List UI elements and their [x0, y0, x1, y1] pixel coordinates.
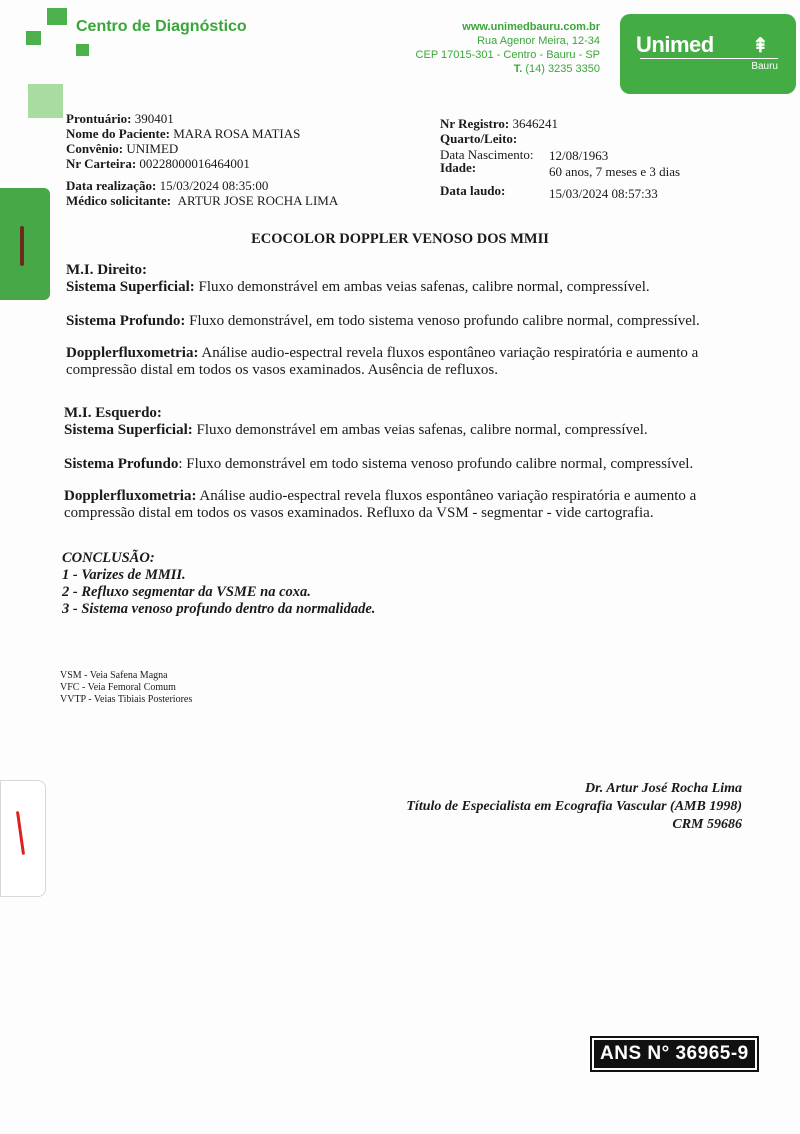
laudo-label: Data laudo:	[440, 183, 506, 198]
quarto-label: Quarto/Leito:	[440, 131, 518, 146]
ans-badge	[590, 1036, 759, 1072]
registro-value: 3646241	[512, 116, 558, 131]
report-title: ECOCOLOR DOPPLER VENOSO DOS MMII	[251, 231, 549, 247]
abbreviation-item: VSM - Veia Safena Magna	[60, 670, 168, 681]
abbreviation-item: VFC - Veia Femoral Comum	[60, 682, 176, 693]
ans-number: ANS N° 36965-9	[594, 1040, 755, 1068]
abbreviation-item: VVTP - Veias Tibiais Posteriores	[60, 694, 193, 705]
right-doppler-text: Análise audio-espectral revela fluxos espontâneo variação respiratória e aumento a compressão distal em todos os vasos examinados. Ausência de refluxos.	[66, 345, 699, 378]
left-leg-heading	[64, 405, 744, 422]
convenio-label: Convênio:	[66, 141, 124, 156]
left-profundo-label: Sistema Profundo	[64, 456, 179, 472]
left-profundo-text: : Fluxo demonstrável em todo sistema venoso profundo calibre normal, compressível.	[178, 456, 694, 472]
doctor-title: Título de Especialista em Ecografia Vascular (AMB 1998)	[406, 799, 742, 814]
unimed-logo	[620, 14, 796, 94]
phone: (14) 3235 3350	[525, 63, 600, 75]
address-line1: Rua Agenor Meira, 12-34	[477, 35, 600, 47]
left-doppler-label: Dopplerfluxometria:	[64, 488, 197, 504]
carteira-value: 00228000016464001	[139, 156, 250, 171]
right-profundo-label: Sistema Profundo:	[66, 313, 186, 329]
left-doppler	[64, 488, 744, 522]
doctor-name: Dr. Artur José Rocha Lima	[584, 781, 742, 796]
convenio-row	[66, 141, 300, 156]
laudo-value: 15/03/2024 08:57:33	[549, 186, 658, 201]
prontuario-label: Prontuário:	[66, 111, 132, 126]
conclusion-item: 1 - Varizes de MMII.	[62, 567, 186, 583]
left-superficial-text: Fluxo demonstrável em ambas veias safenas, calibre normal, compressível.	[196, 422, 648, 438]
left-superficial	[64, 422, 744, 439]
clinic-address	[416, 20, 600, 76]
patient-info-left	[66, 111, 300, 171]
brand-name: Centro de Diagnóstico	[76, 18, 247, 35]
right-superficial-label: Sistema Superficial:	[66, 279, 195, 295]
left-heading-text: M.I. Esquerdo:	[64, 405, 162, 421]
nascimento-value: 12/08/1963	[549, 148, 609, 163]
right-superficial-text: Fluxo demonstrável em ambas veias safenas, calibre normal, compressível.	[198, 279, 650, 295]
realizacao-label: Data realização:	[66, 178, 157, 193]
medico-value: ARTUR JOSE ROCHA LIMA	[177, 193, 339, 208]
unimed-logo-text: Unimed	[636, 32, 714, 57]
white-binder-tab	[0, 780, 46, 897]
realizacao-row	[66, 178, 338, 193]
logo-square	[76, 44, 89, 56]
exam-info-left	[66, 178, 338, 208]
idade-label: Idade:	[440, 160, 477, 175]
nome-value: MARA ROSA MATIAS	[173, 126, 301, 141]
nascimento-label: Data Nascimento:	[440, 147, 534, 162]
left-profundo	[64, 456, 744, 473]
abbreviations-list	[60, 670, 192, 706]
conclusion-item: 2 - Refluxo segmentar da VSME na coxa.	[62, 584, 311, 600]
tree-icon: ⇞	[752, 35, 769, 57]
idade-value: 60 anos, 7 meses e 3 dias	[549, 164, 681, 179]
right-heading-text: M.I. Direito:	[66, 262, 147, 278]
logo-square	[47, 8, 67, 25]
carteira-label: Nr Carteira:	[66, 156, 137, 171]
quarto-row	[440, 131, 517, 146]
right-leg-heading	[66, 262, 746, 279]
realizacao-value: 15/03/2024 08:35:00	[159, 178, 269, 193]
medico-row	[66, 193, 338, 208]
prontuario-row	[66, 111, 300, 126]
red-pen-mark	[16, 811, 25, 855]
right-leg-section	[66, 262, 746, 379]
phone-label: T.	[513, 63, 523, 75]
right-profundo	[66, 313, 746, 330]
left-doppler-text: Análise audio-espectral revela fluxos espontâneo variação respiratória e aumento a compressão distal em todos os vasos examinados. Refluxo da VSM - segmentar - vide cartografia.	[64, 488, 697, 521]
registro-label: Nr Registro:	[440, 116, 510, 131]
right-doppler-label: Dopplerfluxometria:	[66, 345, 199, 361]
left-leg-section	[64, 405, 744, 522]
unimed-logo-city: Bauru	[751, 61, 778, 72]
right-doppler	[66, 345, 746, 379]
medico-label: Médico solicitante:	[66, 193, 172, 208]
logo-square	[26, 31, 41, 45]
right-profundo-text: Fluxo demonstrável, em todo sistema venoso profundo calibre normal, compressível.	[189, 313, 700, 329]
doctor-crm: CRM 59686	[672, 817, 742, 832]
right-superficial	[66, 279, 746, 296]
convenio-value: UNIMED	[126, 141, 179, 156]
website: www.unimedbauru.com.br	[462, 21, 600, 33]
conclusion-section	[62, 550, 375, 618]
phone-line	[416, 62, 600, 76]
signature-block	[406, 780, 742, 834]
prontuario-value: 390401	[134, 111, 174, 126]
logo-divider	[640, 58, 778, 59]
carteira-row	[66, 156, 300, 171]
logo-square	[28, 84, 63, 118]
nome-label: Nome do Paciente:	[66, 126, 170, 141]
left-superficial-label: Sistema Superficial:	[64, 422, 193, 438]
nome-row	[66, 126, 300, 141]
conclusion-heading: CONCLUSÃO:	[62, 550, 155, 566]
registro-row	[440, 116, 558, 131]
address-line2: CEP 17015-301 - Centro - Bauru - SP	[415, 49, 600, 61]
conclusion-item: 3 - Sistema venoso profundo dentro da normalidade.	[62, 601, 376, 617]
